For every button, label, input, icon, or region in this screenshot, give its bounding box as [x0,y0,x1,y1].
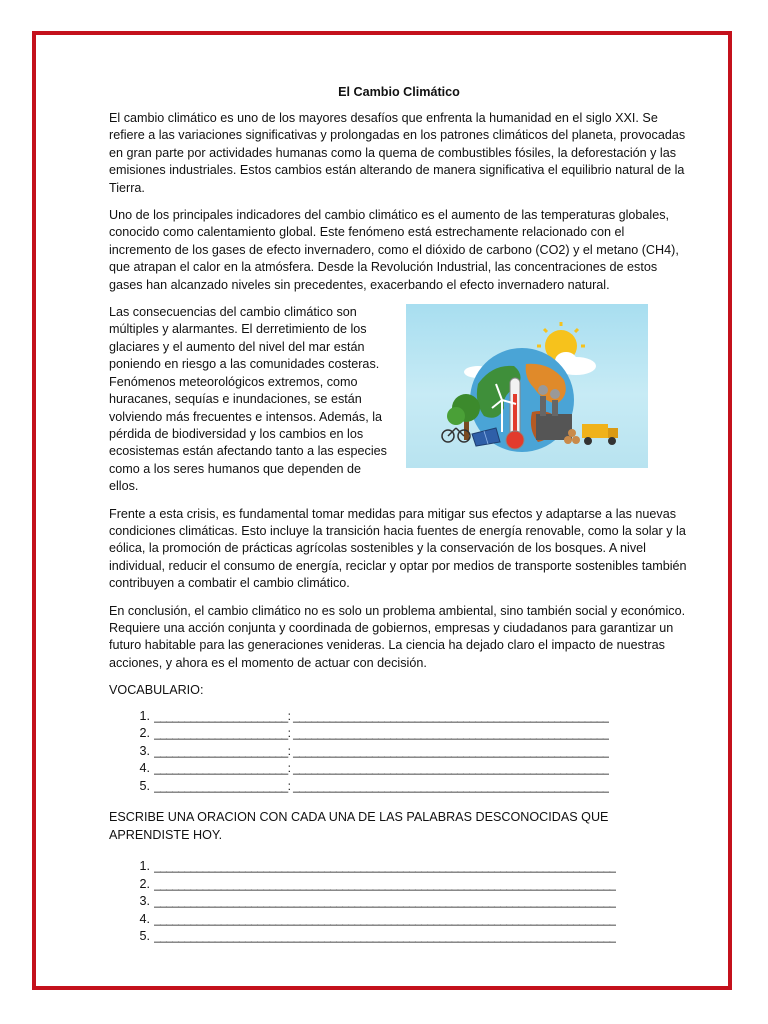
sentences-list [109,858,689,946]
paragraph-1: El cambio climático es uno de los mayores desafíos que enfrenta la humanidad en el siglo XXI. Se refiere a las variaciones significativas y prolongadas en los patrones climáticos del planeta, provocadas en gran parte por actividades humanas como la quema de combustibles fósiles, la deforestación y las emisiones industriales. Estos cambios están alterando de manera significativa el equilibrio natural de la Tierra. [109,111,686,195]
vocabulary-number: 3. [139,743,150,758]
vocabulary-list [109,708,689,796]
document-title: El Cambio Climático [338,85,460,99]
paragraph-3-text: Las consecuencias del cambio climático son múltiples y alarmantes. El derretimiento de los glaciares y el aumento del nivel del mar están poniendo en riesgo a las comunidades costeras. Fenómenos meteorológicos extremos, como huracanes, sequías e inundaciones, se están volviendo más frecuentes e intensos. Además, la pérdida de biodiversidad y los cambios en los ecosistemas están afectando tanto a las especies como a los seres humanos que dependen de ellos. [109,305,387,494]
vocabulary-number: 2. [139,726,150,741]
climate-illustration-art [406,304,648,468]
paragraph-5: En conclusión, el cambio climático no es solo un problema ambiental, sino también social y económico. Requiere una acción conjunta y coordinada de gobiernos, empresas y ciudadanos para garantizar un futuro habitable para las generaciones venideras. La ciencia ha dejado claro el impacto de nuestras acciones, y ahora es el momento de actuar con decisión. [109,603,686,670]
sentence-number: 3. [139,894,150,908]
sentence-number: 2. [139,876,150,891]
sentence-blank[interactable]: ____________________________________________________________________________ [154,876,616,891]
sentence-row [109,910,689,928]
sentence-blank[interactable]: ____________________________________________________________________________ [154,911,616,926]
sentence-blank[interactable]: ____________________________________________________________________________ [154,929,616,943]
vocabulary-heading: VOCABULARIO: [109,683,204,698]
sentence-number: 1. [139,859,150,873]
paragraph-2-text: Uno de los principales indicadores del cambio climático es el aumento de las temperaturas globales, conocido como calentamiento global. Este fenómeno está estrechamente relacionado con el incremento de los gases de efecto invernadero, como el dióxido de carbono (CO2) y el metano (CH4), que atrapan el calor en la atmósfera. Desde la Revolución Industrial, las concentraciones de estos gases han alcanzado niveles sin precedentes, exacerbando el efecto invernadero natural. [109,208,679,292]
sentence-number: 5. [139,929,150,943]
sentences-heading: ESCRIBE UNA ORACION CON CADA UNA DE LAS PALABRAS DESCONOCIDAS QUE APRENDISTE HOY. [109,810,609,842]
vocabulary-blank[interactable]: ______________________: ____________________________________________________ [154,743,609,758]
vocabulary-row [109,743,689,761]
sentence-blank[interactable]: ____________________________________________________________________________ [154,859,616,873]
vocabulary-row [109,725,689,743]
vocabulary-blank[interactable]: ______________________: ____________________________________________________ [154,708,609,723]
vocabulary-row [109,778,689,796]
vocabulary-number: 1. [139,708,150,723]
vocabulary-row [109,760,689,778]
paragraph-2 [109,207,689,294]
vocabulary-number: 5. [139,778,150,793]
vocabulary-row [109,708,689,726]
sentence-row [109,875,689,893]
sentence-blank[interactable]: ____________________________________________________________________________ [154,894,616,908]
vocabulary-blank[interactable]: ______________________: ____________________________________________________ [154,726,609,741]
document-body [109,84,689,959]
sentence-number: 4. [139,911,150,926]
sentence-row [109,928,689,946]
vocabulary-blank[interactable]: ______________________: ____________________________________________________ [154,761,609,776]
vocabulary-number: 4. [139,761,150,776]
sentence-row [109,858,689,876]
vocabulary-blank[interactable]: ______________________: ____________________________________________________ [154,778,609,793]
paragraph-4: Frente a esta crisis, es fundamental tomar medidas para mitigar sus efectos y adaptarse a las nuevas condiciones climáticas. Esto incluye la transición hacia fuentes de energía renovable, como la solar y la eólica, la promoción de prácticas agrícolas sostenibles y la conservación de los bosques. A nivel individual, reducir el consumo de energía, reciclar y optar por medios de transporte sostenibles también contribuyen a combatir el cambio climático. [109,506,687,591]
climate-illustration [406,304,648,468]
paragraph-3 [109,304,689,495]
sentence-row [109,893,689,911]
